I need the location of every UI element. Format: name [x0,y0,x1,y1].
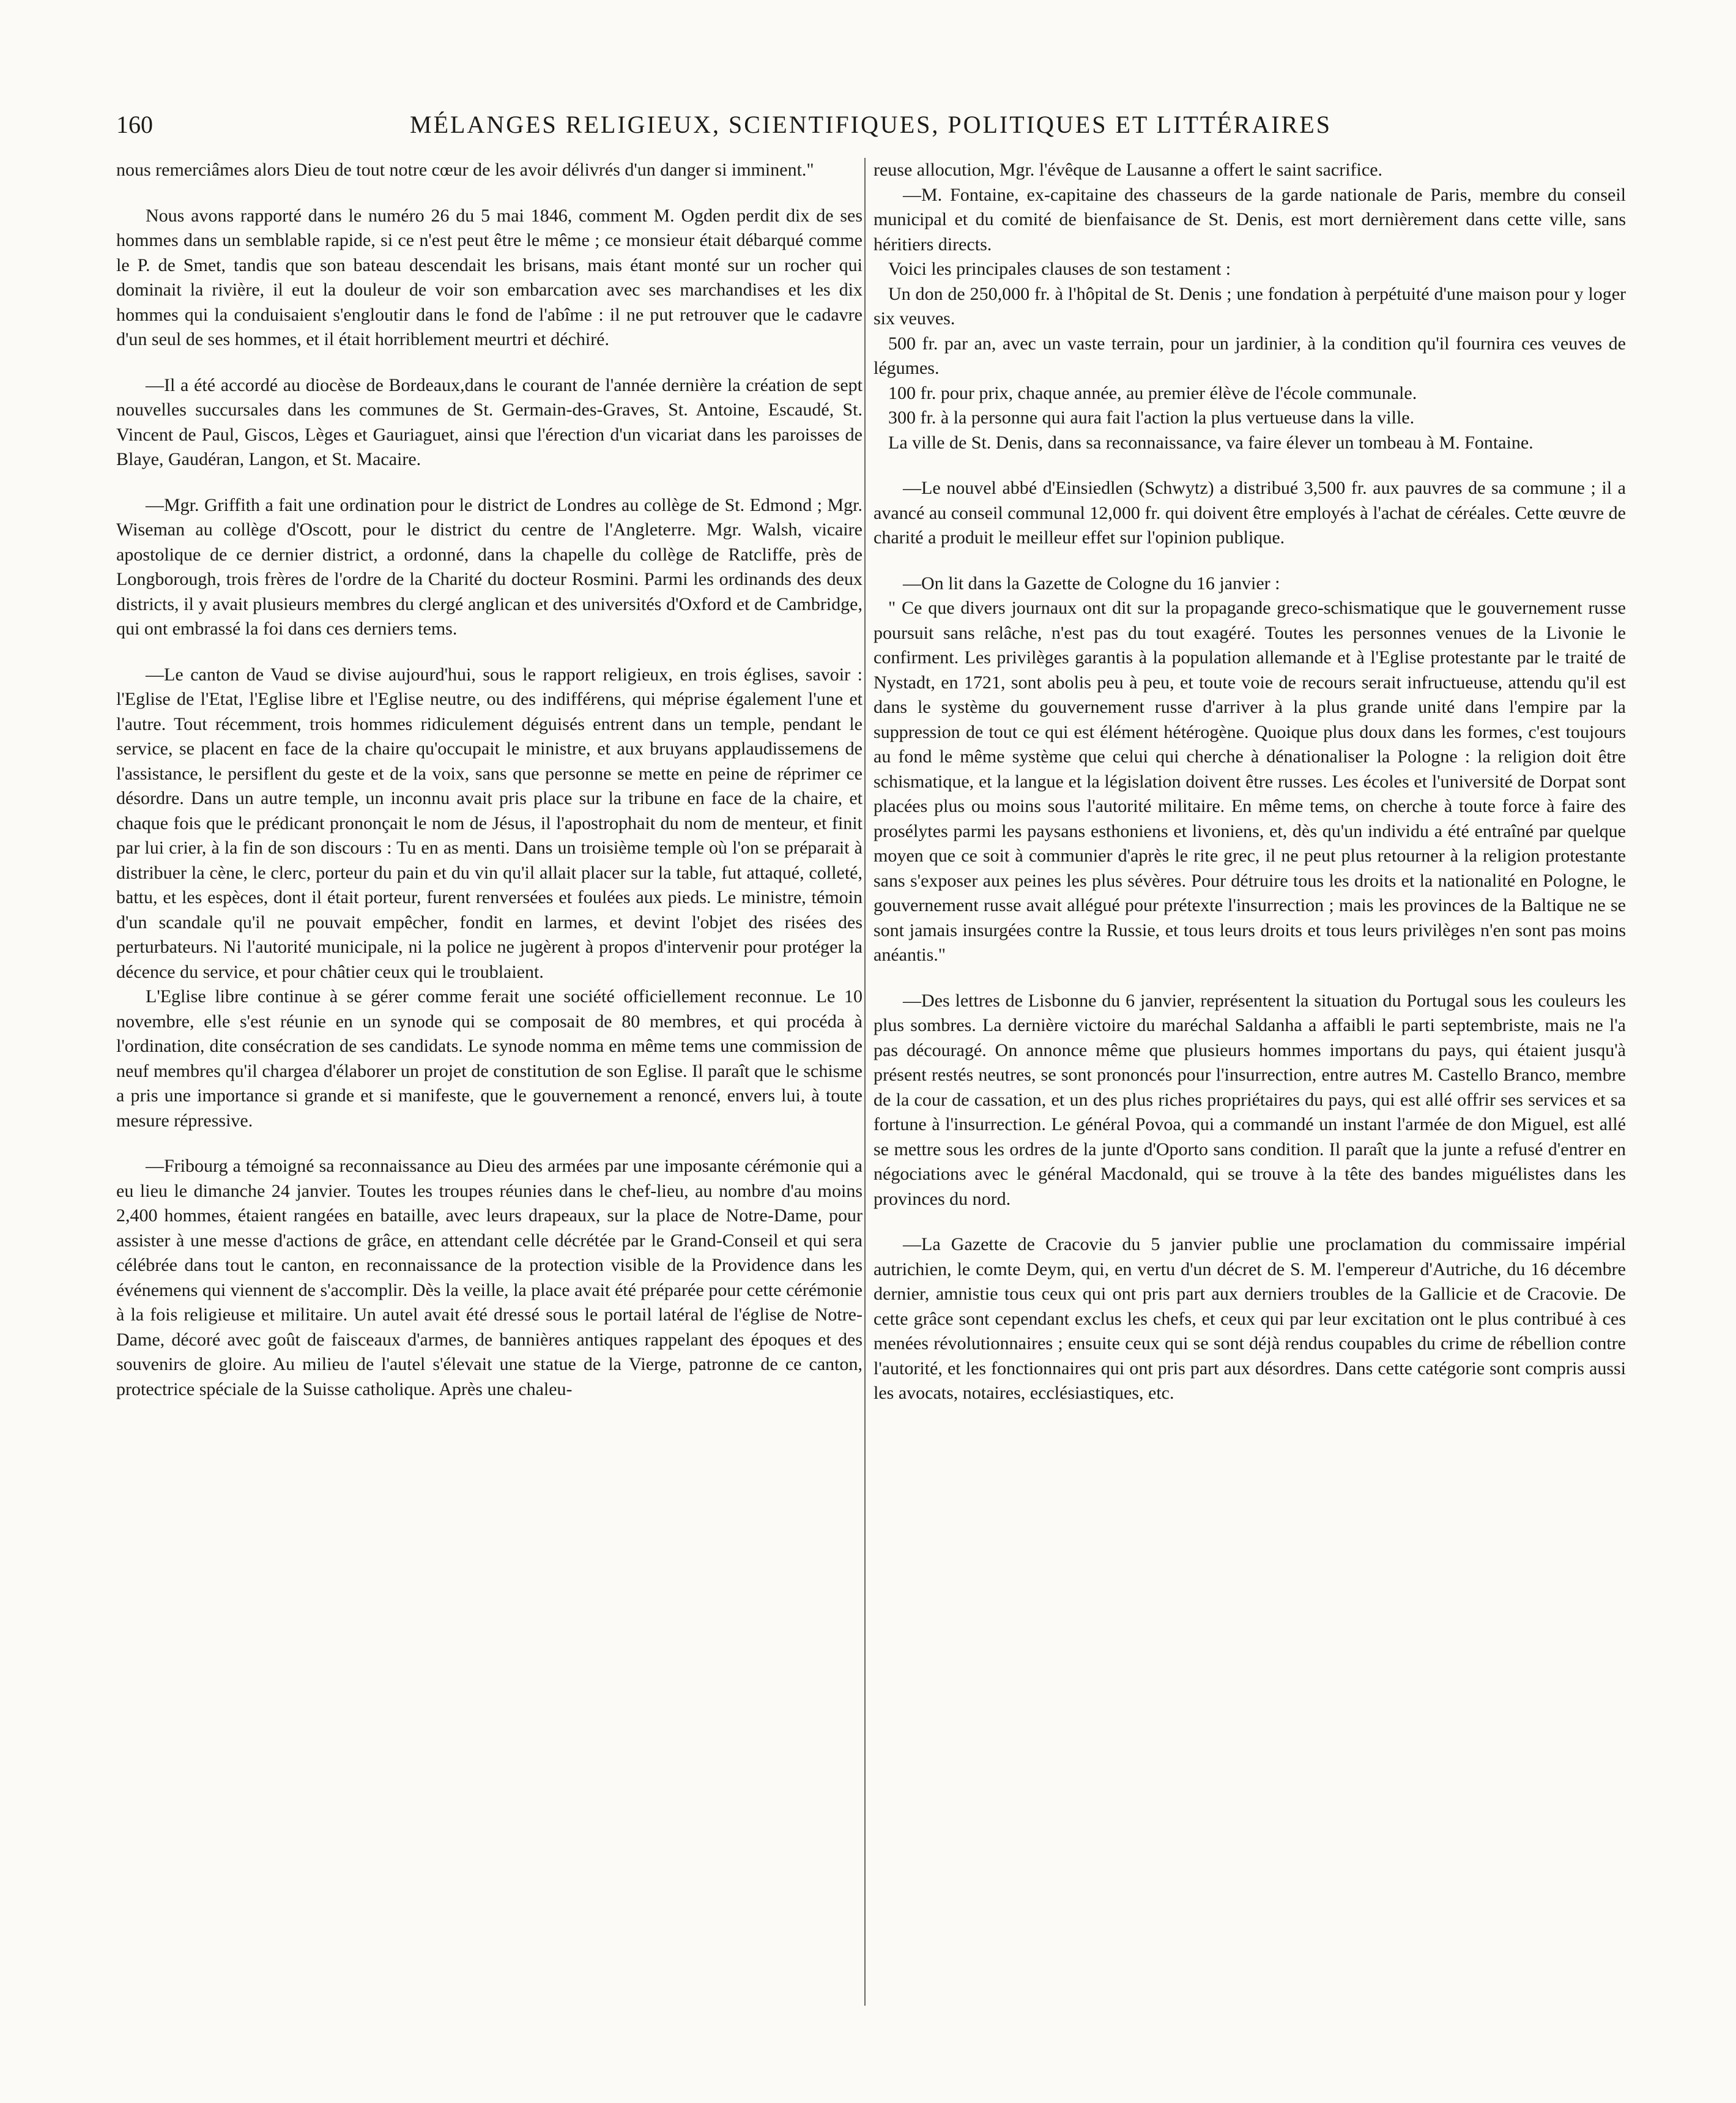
paragraph-left-5: —Le canton de Vaud se divise aujourd'hui, sous le rapport religieux, en trois églises, savoir : l'Eglise de l'Etat, l'Eglise libre et l'Eglise neutre, ou des indifférens, qui méprise également l'une et l'autre. Tout récemment, trois hommes ridiculement déguisés entrent dans un temple, pendant le service, se placent en face de la chaire qu'occupait le ministre, et aux bruyans applaudissemens de l'assistance, le persiflent du geste et de la voix, sans que personne se mette en peine de réprimer ce désordre. Dans un autre temple, un inconnu avait pris place sur la tribune en face de la chaire, et chaque fois que le prédicant prononçait le nom de Jésus, il l'apostrophait du nom de menteur, et finit par lui crier, à la fin de son discours : Tu en as menti. Dans un troisième temple où l'on se préparait à distribuer la cène, le clerc, porteur du pain et du vin qu'il allait placer sur la table, fut attaqué, colleté, battu, et les espèces, dont il était porteur, furent renversées et foulées aux pieds. Le ministre, témoin d'un scandale qu'il ne pouvait empêcher, fondit en larmes, et devint l'objet des risées des perturbateurs. Ni l'autorité municipale, ni la police ne jugèrent à propos d'intervenir pour protéger la décence du service, et pour châtier ceux qui le troublaient. [116,664,862,982]
paragraph-right-9: —Le nouvel abbé d'Einsiedlen (Schwytz) a distribué 3,500 fr. aux pauvres de sa commune ; il a avancé au conseil communal 12,000 fr. qui doivent être employés à l'achat de céréales. Cette œuvre de charité a produit le meilleur effet sur l'opinion publique. [874,478,1626,548]
running-title: MÉLANGES RELIGIEUX, SCIENTIFIQUES, POLITIQUES ET LITTÉRAIRES [410,111,1332,138]
right-column [874,158,1626,1406]
paragraph-right-11: " Ce que divers journaux ont dit sur la propagande greco-schismatique que le gouvernement russe poursuit sans relâche, n'est pas du tout exagéré. Toutes les personnes venues de la Livonie le confirment. Les privilèges garantis à la population allemande et à l'Eglise protestante par le traité de Nystadt, en 1721, sont abolis peu à peu, et toute voie de recours serait infructueuse, attendu qu'il est dans le système du gouvernement russe d'arriver à la plus grande unité dans l'empire par la suppression de tout ce qui est élément hétérogène. Quoique plus doux dans les formes, c'est toujours au fond le même système que celui qui cherche à dénationaliser la Pologne : la religion doit être schismatique, et la langue et la législation doivent être russes. Les écoles et l'université de Dorpat sont placées plus ou moins sous l'autorité militaire. En même tems, on cherche à toute force à faire des prosélytes parmi les paysans esthoniens et livoniens, et, dès qu'un individu a été entraîné par quelque moyen que ce soit à communier d'après le rite grec, il ne peut plus retourner à la religion protestante sans s'exposer aux peines les plus sévères. Pour détruire tous les droits et la nationalité en Pologne, le gouvernement russe avait allégué pour prétexte l'insurrection ; mais les provinces de la Baltique ne se sont jamais insurgées contre la Russie, et tous leurs droits et tous leurs privilèges n'en sont pas moins anéantis." [874,598,1626,965]
paragraph-right-4: Un don de 250,000 fr. à l'hôpital de St. Denis ; une fondation à perpétuité d'une maison pour y loger six veuves. [874,283,1626,329]
paragraph-right-6: 100 fr. pour prix, chaque année, au premier élève de l'école communale. [888,382,1417,403]
paragraph-right-1: reuse allocution, Mgr. l'évêque de Lausanne a offert le saint sacrifice. [874,160,1383,180]
paragraph-right-13: —La Gazette de Cracovie du 5 janvier publie une proclamation du commissaire impérial autrichien, le comte Deym, qui, en vertu d'un décret de S. M. l'empereur d'Autriche, du 16 décembre dernier, amnistie tous ceux qui ont pris part aux derniers troubles de la Gallicie et de Cracovie. De cette grâce sont cependant exclus les chefs, et ceux qui par leur excitation ont le plus contribué à ces menées révolutionnaires ; ensuite ceux qui se sont déjà rendus coupables du crime de rébellion contre l'autorité, et les fonctionnaires qui ont pris part aux désordres. Dans cette catégorie sont compris aussi les avocats, notaires, ecclésiastiques, etc. [874,1234,1626,1403]
paragraph-right-8: La ville de St. Denis, dans sa reconnaissance, va faire élever un tombeau à M. Fontaine. [888,432,1534,453]
paragraph-left-6: L'Eglise libre continue à se gérer comme ferait une société officiellement reconnue. Le 10 novembre, elle s'est réunie en un synode qui se composait de 80 membres, et qui procéda à l'ordination, dite consécration de ses candidats. Le synode nomma en même tems une commission de neuf membres qu'il chargea d'élaborer un projet de constitution de son Eglise. Il paraît que le schisme a pris une importance si grande et si manifeste, que le gouvernement a renoncé, envers lui, à toute mesure répressive. [116,986,862,1131]
paragraph-left-1: nous remerciâmes alors Dieu de tout notre cœur de les avoir délivrés d'un danger si imminent." [116,160,814,180]
running-head [116,110,1647,147]
page-number: 160 [116,111,153,138]
paragraph-right-12: —Des lettres de Lisbonne du 6 janvier, représentent la situation du Portugal sous les couleurs les plus sombres. La dernière victoire du maréchal Saldanha a affaibli le parti septembriste, mais ne l'a pas découragé. On annonce même que plusieurs hommes importans du pays, qui étaient jusqu'à présent restés neutres, se sont prononcés pour l'insurrection, entre autres M. Castello Branco, membre de la cour de cassation, et un des plus riches propriétaires du pays, qui est allé offrir ses services et sa fortune à l'insurrection. Le général Povoa, qui a commandé un instant l'armée de don Miguel, est allé se mettre sous les ordres de la junte d'Oporto sans condition. Il paraît que la junte a refusé d'entrer en négociations avec le général Macdonald, qui se trouve à la tête des bandes miguélistes dans les provinces du nord. [874,990,1626,1209]
paragraph-left-4: —Mgr. Griffith a fait une ordination pour le district de Londres au collège de St. Edmond ; Mgr. Wiseman au collège d'Oscott, pour le district du centre de l'Angleterre. Mgr. Walsh, vicaire apostolique de ce dernier district, a ordonné, dans la chapelle du collège de Ratcliffe, près de Longborough, trois frères de l'ordre de la Charité du docteur Rosmini. Parmi les ordinands des deux districts, il y avait plusieurs membres du clergé anglican et des universités d'Oxford et de Cambridge, qui ont embrassé la foi dans ces derniers tems. [116,494,862,639]
paragraph-left-7: —Fribourg a témoigné sa reconnaissance au Dieu des armées par une imposante cérémonie qui a eu lieu le dimanche 24 janvier. Toutes les troupes réunies dans le chef-lieu, au nombre d'au moins 2,400 hommes, étaient rangées en bataille, avec leurs drapeaux, sur la place de Notre-Dame, pour assister à une messe d'actions de grâce, en attendant celle décrétée par le Grand-Conseil et qui sera célébrée dans tout le canton, en reconnaissance de la protection visible de la Providence dans les événemens qui viennent de s'accomplir. Dès la veille, la place avait été préparée pour cette cérémonie à la fois religieuse et militaire. Un autel avait été dressé sous le portail latéral de l'église de Notre-Dame, décoré avec goût de faisceaux d'armes, de bannières antiques rappelant des époques et des souvenirs de gloire. Au milieu de l'autel s'élevait une statue de la Vierge, patronne de ce canton, protectrice spéciale de la Suisse catholique. Après une chaleu- [116,1156,862,1399]
paragraph-left-2: Nous avons rapporté dans le numéro 26 du 5 mai 1846, comment M. Ogden perdit dix de ses hommes dans un semblable rapide, si ce n'est peut être le même ; ce monsieur était débarqué comme le P. de Smet, tandis que son bateau descendait les brisans, mais étant monté sur un rocher qui dominait la rivière, il eut la douleur de voir son embarcation avec ses marchandises et les dix hommes qui la conduisaient s'engloutir dans le fond de l'abîme : il ne put retrouver que le cadavre d'un seul de ses hommes, et il était horriblement meurtri et déchiré. [116,205,862,349]
paragraph-left-3: —Il a été accordé au diocèse de Bordeaux,dans le courant de l'année dernière la création de sept nouvelles succursales dans les communes de St. Germain-des-Graves, St. Antoine, Escaudé, St. Vincent de Paul, Giscos, Lèges et Gauriaguet, ainsi que l'érection d'un vicariat dans les paroisses de Blaye, Gaudéran, Langon, et St. Macaire. [116,374,862,469]
paragraph-right-7: 300 fr. à la personne qui aura fait l'action la plus vertueuse dans la ville. [888,408,1415,428]
paragraph-right-3: Voici les principales clauses de son testament : [888,259,1231,279]
column-divider [864,158,866,2006]
paragraph-right-2: —M. Fontaine, ex-capitaine des chasseurs de la garde nationale de Paris, membre du conseil municipal et du comité de bienfaisance de St. Denis, est mort dernièrement dans cette ville, sans héritiers directs. [874,184,1626,255]
paragraph-right-5: 500 fr. par an, avec un vaste terrain, pour un jardinier, à la condition qu'il fournira ces veuves de légumes. [874,333,1626,378]
left-column [116,158,862,1402]
paragraph-right-10: —On lit dans la Gazette de Cologne du 16 janvier : [903,573,1280,594]
